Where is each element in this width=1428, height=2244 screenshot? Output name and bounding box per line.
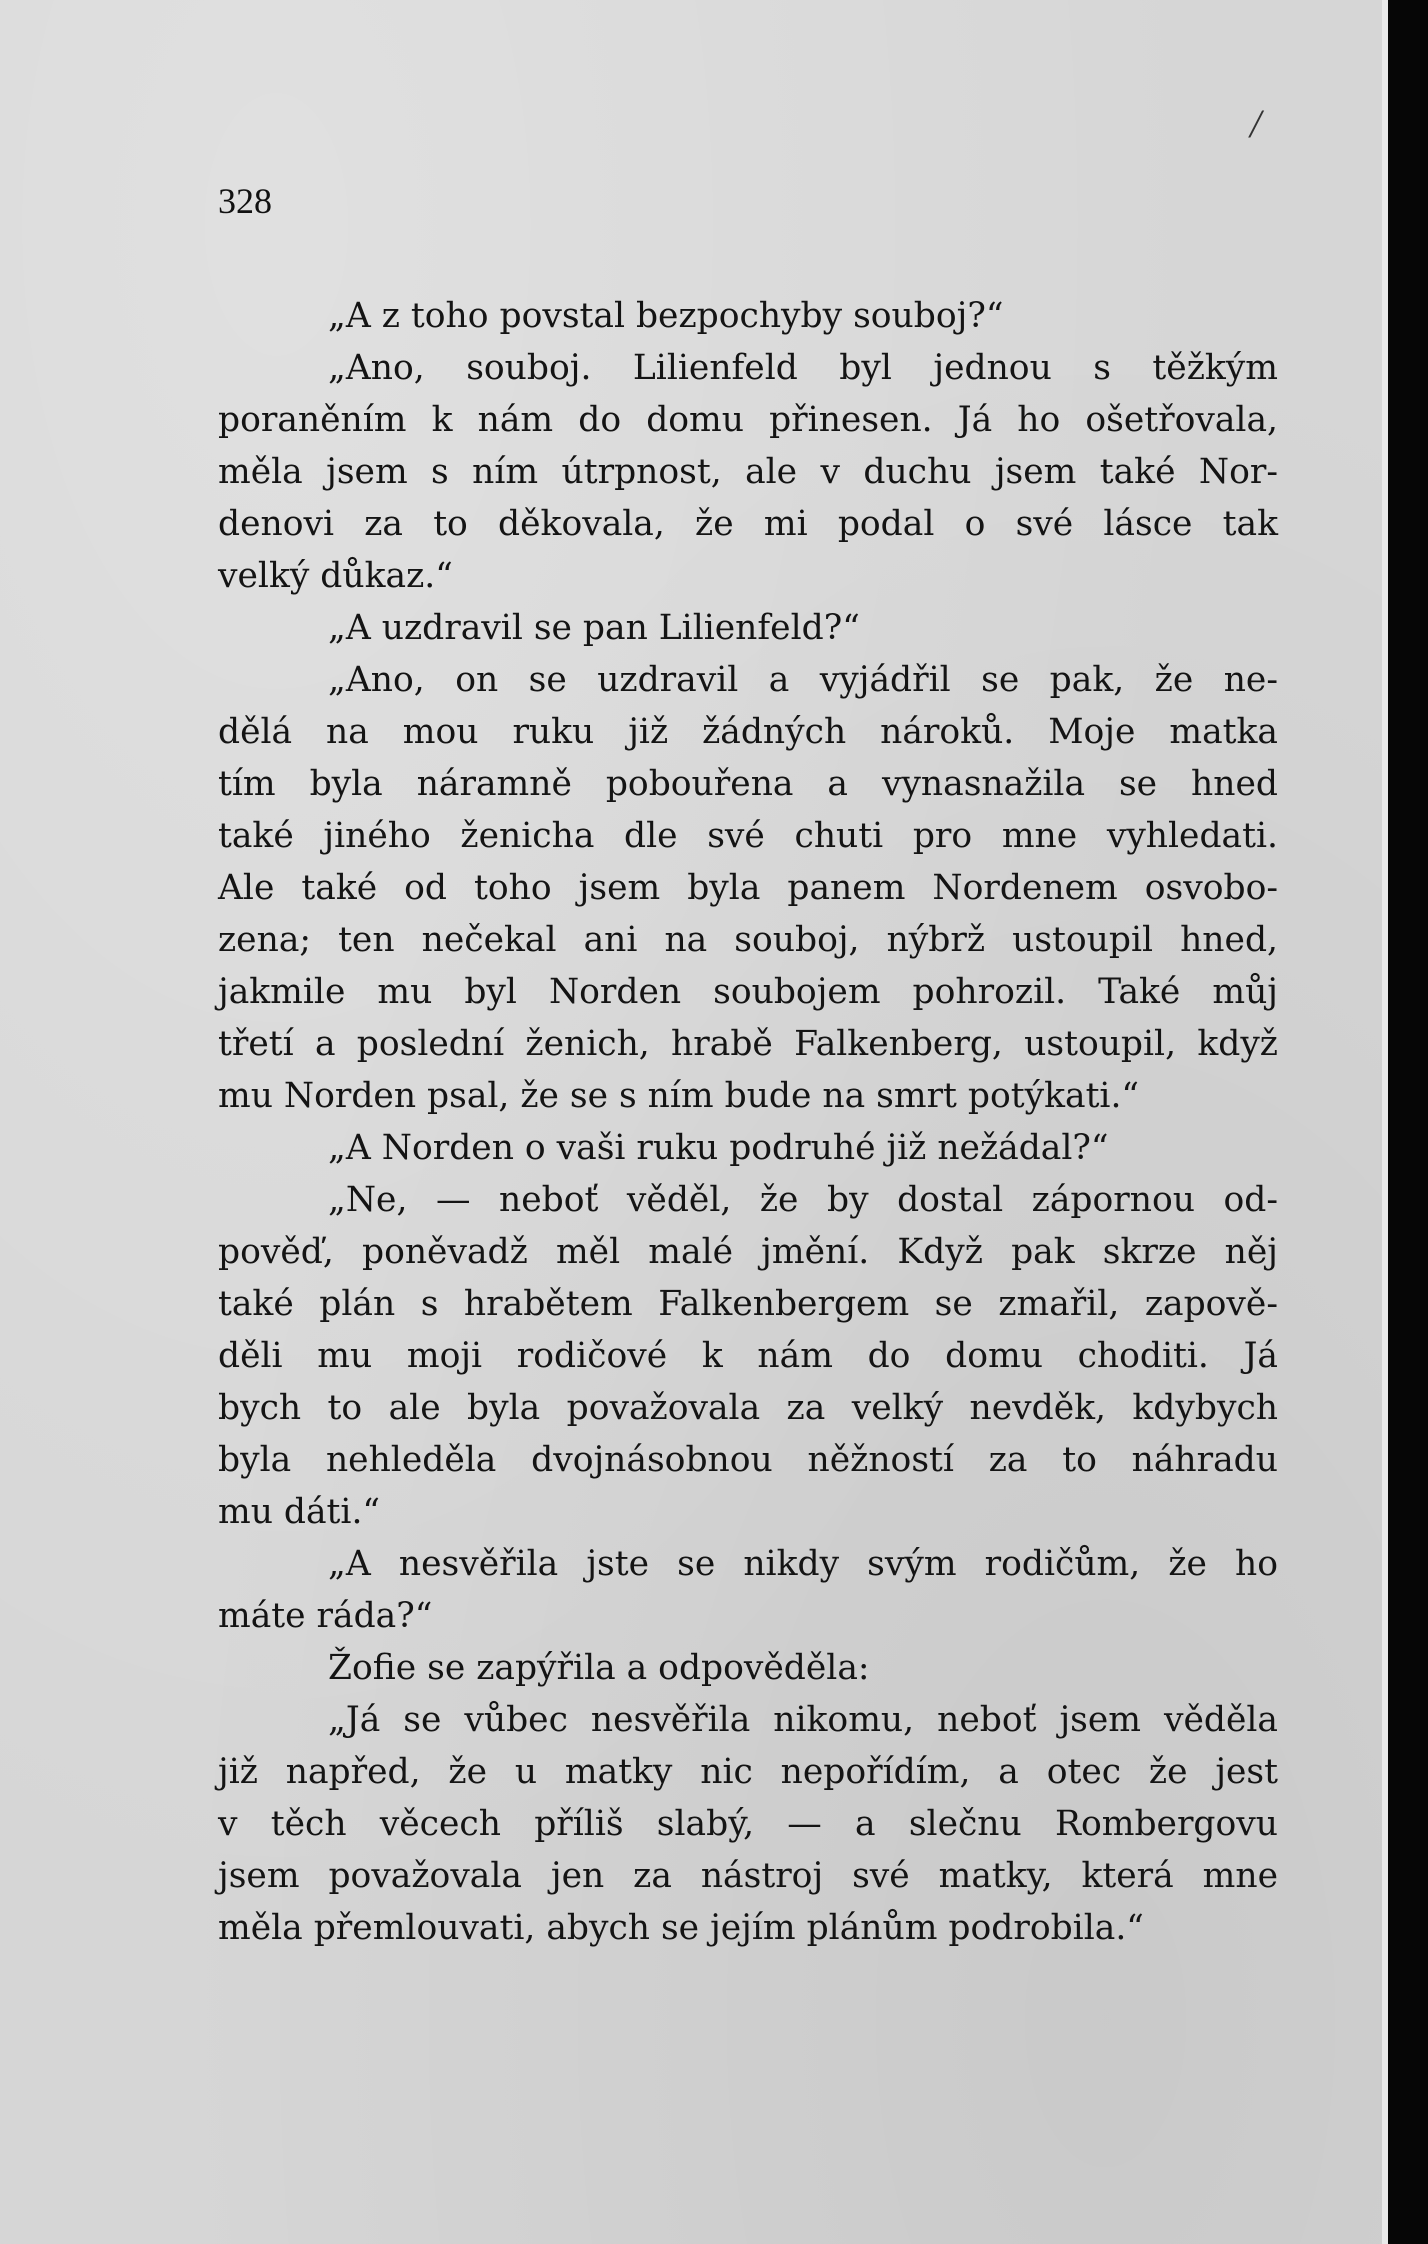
text-line: měla přemlouvati, abych se jejím plánům podrobila.“ bbox=[218, 1908, 1144, 1948]
text-line: mu Norden psal, že se s ním bude na smrt potýkati.“ bbox=[218, 1076, 1140, 1116]
text-line: „Ano, souboj. Lilienfeld byl jednou s těžkým bbox=[328, 348, 1278, 388]
text-line: „Ano, on se uzdravil a vyjádřil se pak, že ne- bbox=[328, 660, 1278, 700]
text-line: zena; ten nečekal ani na souboj, nýbrž ustoupil hned, bbox=[218, 920, 1278, 960]
text-line: poraněním k nám do domu přinesen. Já ho ošetřovala, bbox=[218, 400, 1278, 440]
text-line: „A z toho povstal bezpochyby souboj?“ bbox=[328, 296, 1004, 336]
text-line: Ale také od toho jsem byla panem Nordenem osvobo- bbox=[218, 868, 1278, 908]
page-number: 328 bbox=[218, 181, 272, 221]
text-line: jakmile mu byl Norden soubojem pohrozil. Také můj bbox=[218, 972, 1278, 1012]
text-line: pověď, poněvadž měl malé jmění. Když pak skrze něj bbox=[218, 1232, 1278, 1272]
text-line: „Já se vůbec nesvěřila nikomu, neboť jsem věděla bbox=[328, 1700, 1278, 1740]
text-line: dělá na mou ruku již žádných nároků. Moje matka bbox=[218, 712, 1278, 752]
text-line: mu dáti.“ bbox=[218, 1492, 381, 1532]
text-line: již napřed, že u matky nic nepořídím, a otec že jest bbox=[218, 1752, 1278, 1792]
text-line: „A nesvěřila jste se nikdy svým rodičům, že ho bbox=[328, 1544, 1278, 1584]
text-line: bych to ale byla považovala za velký nevděk, kdybych bbox=[218, 1388, 1278, 1428]
text-line: v těch věcech příliš slabý, — a slečnu Rombergovu bbox=[218, 1804, 1278, 1844]
text-line: denovi za to děkovala, že mi podal o své lásce tak bbox=[218, 504, 1278, 544]
text-line: jsem považovala jen za nástroj své matky, která mne bbox=[218, 1856, 1278, 1896]
text-line: měla jsem s ním útrpnost, ale v duchu jsem také Nor- bbox=[218, 452, 1278, 492]
page-edge bbox=[1382, 0, 1428, 2244]
text-line: také plán s hrabětem Falkenbergem se zmařil, zapově- bbox=[218, 1284, 1278, 1324]
text-line: velký důkaz.“ bbox=[218, 556, 453, 596]
text-line: „A uzdravil se pan Lilienfeld?“ bbox=[328, 608, 860, 648]
text-line: Žofie se zapýřila a odpověděla: bbox=[328, 1648, 870, 1688]
corner-mark: / bbox=[1250, 101, 1262, 146]
text-line: také jiného ženicha dle své chuti pro mne vyhledati. bbox=[218, 816, 1278, 856]
text-line: máte ráda?“ bbox=[218, 1596, 433, 1636]
text-line: byla nehleděla dvojnásobnou něžností za to náhradu bbox=[218, 1440, 1278, 1480]
text-line: „Ne, — neboť věděl, že by dostal zápornou od- bbox=[328, 1180, 1278, 1220]
text-line: třetí a poslední ženich, hrabě Falkenberg, ustoupil, když bbox=[218, 1024, 1278, 1064]
text-line: děli mu moji rodičové k nám do domu choditi. Já bbox=[218, 1336, 1278, 1376]
text-line: tím byla náramně pobouřena a vynasnažila se hned bbox=[218, 764, 1278, 804]
body-text bbox=[218, 290, 1278, 1954]
text-line: „A Norden o vaši ruku podruhé již nežádal?“ bbox=[328, 1128, 1109, 1168]
